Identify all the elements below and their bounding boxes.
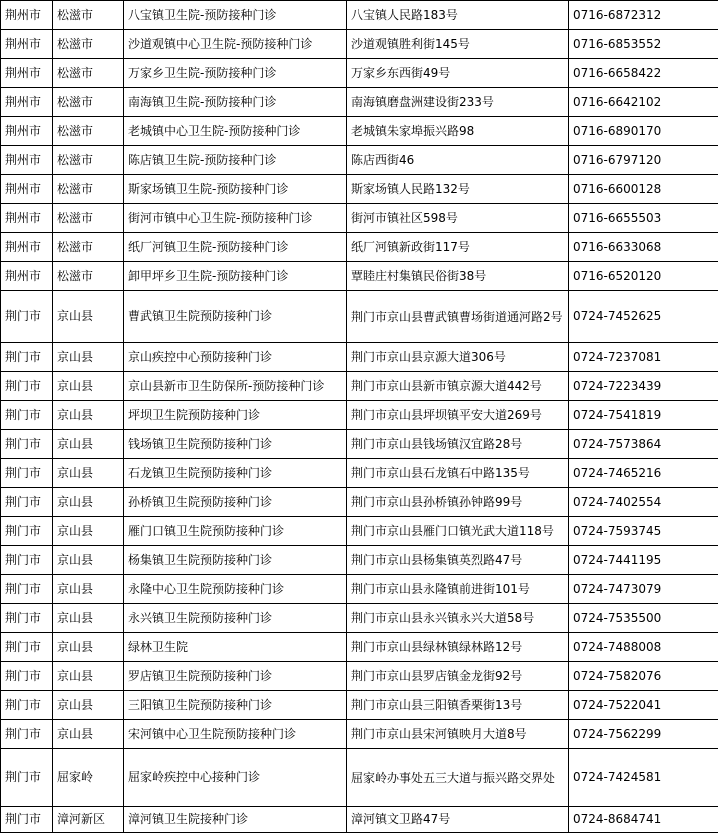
clinic-name-cell: 南海镇卫生院-预防接种门诊 — [124, 88, 347, 117]
city-cell: 荆门市 — [1, 517, 53, 546]
county-cell: 京山县 — [53, 488, 124, 517]
address-cell: 纸厂河镇新政街117号 — [347, 233, 569, 262]
address-cell: 沙道观镇胜利街145号 — [347, 30, 569, 59]
phone-cell: 0724-7593745 — [569, 517, 718, 546]
address-cell: 斯家场镇人民路132号 — [347, 175, 569, 204]
county-cell: 京山县 — [53, 372, 124, 401]
table-row — [1, 88, 718, 117]
phone-cell: 0724-7488008 — [569, 633, 718, 662]
phone-cell: 0724-8684741 — [569, 807, 718, 833]
table-row — [1, 233, 718, 262]
table-row — [1, 372, 718, 401]
city-cell: 荆门市 — [1, 633, 53, 662]
phone-cell: 0724-7582076 — [569, 662, 718, 691]
clinic-name-cell: 京山疾控中心预防接种门诊 — [124, 343, 347, 372]
phone-cell: 0724-7522041 — [569, 691, 718, 720]
phone-cell: 0724-7535500 — [569, 604, 718, 633]
phone-cell: 0716-6633068 — [569, 233, 718, 262]
city-cell: 荆州市 — [1, 146, 53, 175]
city-cell: 荆门市 — [1, 662, 53, 691]
county-cell: 京山县 — [53, 291, 124, 343]
phone-cell: 0716-6642102 — [569, 88, 718, 117]
clinic-name-cell: 三阳镇卫生院预防接种门诊 — [124, 691, 347, 720]
county-cell: 京山县 — [53, 343, 124, 372]
city-cell: 荆门市 — [1, 430, 53, 459]
clinic-name-cell: 宋河镇中心卫生院预防接种门诊 — [124, 720, 347, 749]
city-cell: 荆州市 — [1, 59, 53, 88]
phone-cell: 0716-6853552 — [569, 30, 718, 59]
city-cell: 荆门市 — [1, 807, 53, 833]
table-row — [1, 401, 718, 430]
clinic-name-cell: 永隆中心卫生院预防接种门诊 — [124, 575, 347, 604]
county-cell: 松滋市 — [53, 88, 124, 117]
phone-cell: 0724-7465216 — [569, 459, 718, 488]
address-cell: 荆门市京山县罗店镇金龙街92号 — [347, 662, 569, 691]
city-cell: 荆门市 — [1, 575, 53, 604]
clinic-name-cell: 绿林卫生院 — [124, 633, 347, 662]
city-cell: 荆门市 — [1, 691, 53, 720]
clinic-name-cell: 陈店镇卫生院-预防接种门诊 — [124, 146, 347, 175]
city-cell: 荆门市 — [1, 488, 53, 517]
phone-cell: 0716-6797120 — [569, 146, 718, 175]
table-row — [1, 459, 718, 488]
phone-cell: 0724-7541819 — [569, 401, 718, 430]
clinic-name-cell: 坪坝卫生院预防接种门诊 — [124, 401, 347, 430]
county-cell: 松滋市 — [53, 30, 124, 59]
clinic-name-cell: 斯家场镇卫生院-预防接种门诊 — [124, 175, 347, 204]
clinic-name-cell: 石龙镇卫生院预防接种门诊 — [124, 459, 347, 488]
phone-cell: 0716-6890170 — [569, 117, 718, 146]
table-row — [1, 30, 718, 59]
county-cell: 松滋市 — [53, 59, 124, 88]
address-cell: 荆门市京山县钱场镇汉宜路28号 — [347, 430, 569, 459]
table-row — [1, 517, 718, 546]
table-row — [1, 604, 718, 633]
table-row — [1, 1, 718, 30]
county-cell: 京山县 — [53, 517, 124, 546]
phone-cell: 0724-7573864 — [569, 430, 718, 459]
county-cell: 京山县 — [53, 401, 124, 430]
table-row — [1, 633, 718, 662]
county-cell: 京山县 — [53, 662, 124, 691]
county-cell: 京山县 — [53, 691, 124, 720]
table-row — [1, 546, 718, 575]
address-cell: 街河市镇社区598号 — [347, 204, 569, 233]
city-cell: 荆门市 — [1, 749, 53, 807]
city-cell: 荆门市 — [1, 604, 53, 633]
phone-cell: 0716-6872312 — [569, 1, 718, 30]
city-cell: 荆门市 — [1, 401, 53, 430]
county-cell: 京山县 — [53, 459, 124, 488]
address-cell: 荆门市京山县石龙镇石中路135号 — [347, 459, 569, 488]
address-cell: 荆门市京山县曹武镇曹场街道通河路2号 — [347, 291, 569, 343]
address-cell: 南海镇磨盘洲建设街233号 — [347, 88, 569, 117]
city-cell: 荆门市 — [1, 459, 53, 488]
clinic-name-cell: 孙桥镇卫生院预防接种门诊 — [124, 488, 347, 517]
clinic-name-cell: 街河市镇中心卫生院-预防接种门诊 — [124, 204, 347, 233]
phone-cell: 0716-6600128 — [569, 175, 718, 204]
clinic-table-body — [1, 1, 718, 833]
clinic-name-cell: 沙道观镇中心卫生院-预防接种门诊 — [124, 30, 347, 59]
table-row — [1, 575, 718, 604]
clinic-name-cell: 卸甲坪乡卫生院-预防接种门诊 — [124, 262, 347, 291]
address-cell: 荆门市京山县宋河镇映月大道8号 — [347, 720, 569, 749]
city-cell: 荆门市 — [1, 343, 53, 372]
city-cell: 荆门市 — [1, 720, 53, 749]
table-row — [1, 488, 718, 517]
address-cell: 覃睦庄村集镇民俗街38号 — [347, 262, 569, 291]
clinic-name-cell: 漳河镇卫生院接种门诊 — [124, 807, 347, 833]
table-row — [1, 59, 718, 88]
table-row — [1, 343, 718, 372]
address-cell: 屈家岭办事处五三大道与振兴路交界处 — [347, 749, 569, 807]
address-cell: 陈店西街46 — [347, 146, 569, 175]
city-cell: 荆门市 — [1, 546, 53, 575]
table-row — [1, 807, 718, 833]
clinic-name-cell: 京山县新市卫生防保所-预防接种门诊 — [124, 372, 347, 401]
clinic-name-cell: 罗店镇卫生院预防接种门诊 — [124, 662, 347, 691]
table-row — [1, 262, 718, 291]
clinic-name-cell: 纸厂河镇卫生院-预防接种门诊 — [124, 233, 347, 262]
clinic-name-cell: 老城镇中心卫生院-预防接种门诊 — [124, 117, 347, 146]
county-cell: 屈家岭 — [53, 749, 124, 807]
address-cell: 荆门市京山县京源大道306号 — [347, 343, 569, 372]
address-cell: 荆门市京山县杨集镇英烈路47号 — [347, 546, 569, 575]
table-row — [1, 291, 718, 343]
address-cell: 荆门市京山县永兴镇永兴大道58号 — [347, 604, 569, 633]
address-cell: 荆门市京山县新市镇京源大道442号 — [347, 372, 569, 401]
table-row — [1, 749, 718, 807]
phone-cell: 0716-6658422 — [569, 59, 718, 88]
city-cell: 荆门市 — [1, 291, 53, 343]
address-cell: 荆门市京山县三阳镇香栗街13号 — [347, 691, 569, 720]
phone-cell: 0724-7473079 — [569, 575, 718, 604]
table-row — [1, 117, 718, 146]
city-cell: 荆州市 — [1, 30, 53, 59]
county-cell: 松滋市 — [53, 175, 124, 204]
table-row — [1, 175, 718, 204]
phone-cell: 0716-6520120 — [569, 262, 718, 291]
county-cell: 京山县 — [53, 546, 124, 575]
city-cell: 荆州市 — [1, 175, 53, 204]
county-cell: 松滋市 — [53, 117, 124, 146]
city-cell: 荆州市 — [1, 204, 53, 233]
city-cell: 荆州市 — [1, 117, 53, 146]
phone-cell: 0724-7562299 — [569, 720, 718, 749]
city-cell: 荆州市 — [1, 233, 53, 262]
clinic-name-cell: 屈家岭疾控中心接种门诊 — [124, 749, 347, 807]
city-cell: 荆州市 — [1, 1, 53, 30]
phone-cell: 0724-7452625 — [569, 291, 718, 343]
table-row — [1, 204, 718, 233]
address-cell: 荆门市京山县雁门口镇光武大道118号 — [347, 517, 569, 546]
clinic-name-cell: 永兴镇卫生院预防接种门诊 — [124, 604, 347, 633]
phone-cell: 0724-7402554 — [569, 488, 718, 517]
county-cell: 京山县 — [53, 604, 124, 633]
county-cell: 京山县 — [53, 720, 124, 749]
city-cell: 荆州市 — [1, 262, 53, 291]
address-cell: 老城镇朱家埠振兴路98 — [347, 117, 569, 146]
county-cell: 松滋市 — [53, 204, 124, 233]
county-cell: 漳河新区 — [53, 807, 124, 833]
city-cell: 荆门市 — [1, 372, 53, 401]
table-row — [1, 430, 718, 459]
phone-cell: 0724-7424581 — [569, 749, 718, 807]
county-cell: 松滋市 — [53, 262, 124, 291]
address-cell: 荆门市京山县坪坝镇平安大道269号 — [347, 401, 569, 430]
clinic-name-cell: 八宝镇卫生院-预防接种门诊 — [124, 1, 347, 30]
clinic-name-cell: 杨集镇卫生院预防接种门诊 — [124, 546, 347, 575]
address-cell: 八宝镇人民路183号 — [347, 1, 569, 30]
address-cell: 荆门市京山县永隆镇前进街101号 — [347, 575, 569, 604]
table-row — [1, 691, 718, 720]
county-cell: 松滋市 — [53, 1, 124, 30]
clinic-name-cell: 万家乡卫生院-预防接种门诊 — [124, 59, 347, 88]
phone-cell: 0724-7441195 — [569, 546, 718, 575]
clinic-name-cell: 钱场镇卫生院预防接种门诊 — [124, 430, 347, 459]
table-row — [1, 662, 718, 691]
phone-cell: 0724-7237081 — [569, 343, 718, 372]
phone-cell: 0716-6655503 — [569, 204, 718, 233]
table-row — [1, 146, 718, 175]
table-row — [1, 720, 718, 749]
clinic-name-cell: 雁门口镇卫生院预防接种门诊 — [124, 517, 347, 546]
clinic-name-cell: 曹武镇卫生院预防接种门诊 — [124, 291, 347, 343]
county-cell: 京山县 — [53, 575, 124, 604]
city-cell: 荆州市 — [1, 88, 53, 117]
county-cell: 松滋市 — [53, 233, 124, 262]
county-cell: 松滋市 — [53, 146, 124, 175]
phone-cell: 0724-7223439 — [569, 372, 718, 401]
address-cell: 荆门市京山县孙桥镇孙钟路99号 — [347, 488, 569, 517]
address-cell: 万家乡东西街49号 — [347, 59, 569, 88]
county-cell: 京山县 — [53, 430, 124, 459]
county-cell: 京山县 — [53, 633, 124, 662]
address-cell: 荆门市京山县绿林镇绿林路12号 — [347, 633, 569, 662]
address-cell: 漳河镇文卫路47号 — [347, 807, 569, 833]
